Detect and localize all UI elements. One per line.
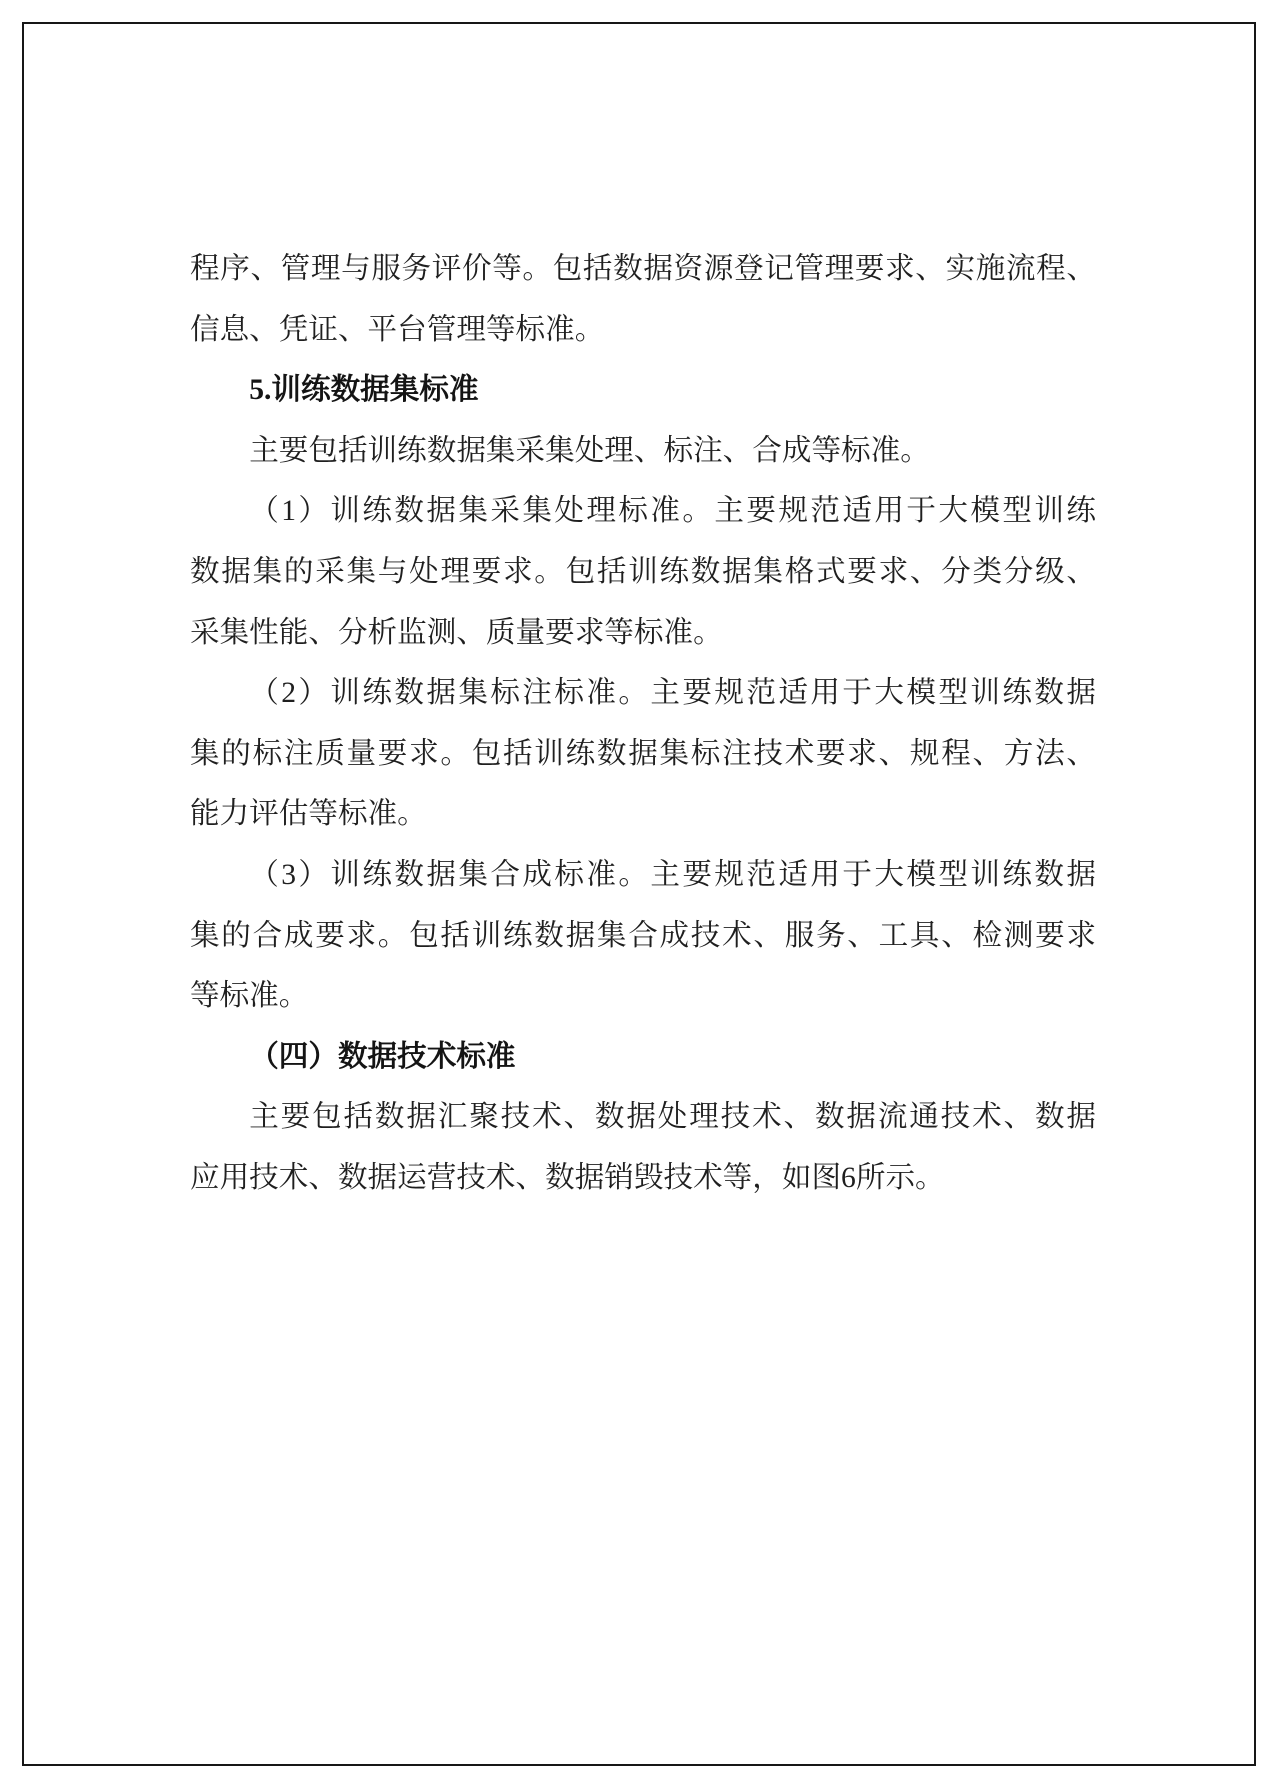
- paragraph-line: 集的合成要求。包括训练数据集合成技术、服务、工具、检测要求: [190, 919, 1096, 952]
- page-border: [22, 22, 1256, 1766]
- paragraph-line: 主要包括训练数据集采集处理、标注、合成等标准。: [249, 434, 930, 467]
- paragraph-line: 应用技术、数据运营技术、数据销毁技术等，如图6所示。: [190, 1161, 945, 1194]
- paragraph-line: 能力评估等标准。: [190, 798, 427, 831]
- paragraph-line: 信息、凭证、平台管理等标准。: [190, 313, 605, 346]
- heading-line: 5.训练数据集标准: [249, 374, 479, 407]
- heading-line: （四）数据技术标准: [249, 1040, 516, 1073]
- document-body: [190, 239, 1096, 1209]
- paragraph-line: 主要包括数据汇聚技术、数据处理技术、数据流通技术、数据: [249, 1101, 1096, 1134]
- paragraph-line: 数据集的采集与处理要求。包括训练数据集格式要求、分类分级、: [190, 555, 1096, 588]
- paragraph-line: （2）训练数据集标注标准。主要规范适用于大模型训练数据: [249, 677, 1096, 710]
- paragraph-line: （1）训练数据集采集处理标准。主要规范适用于大模型训练: [249, 495, 1096, 528]
- paragraph-line: 等标准。: [190, 980, 309, 1013]
- paragraph-line: 采集性能、分析监测、质量要求等标准。: [190, 616, 723, 649]
- paragraph-line: 集的标注质量要求。包括训练数据集标注技术要求、规程、方法、: [190, 737, 1096, 770]
- paragraph-line: （3）训练数据集合成标准。主要规范适用于大模型训练数据: [249, 858, 1096, 891]
- paragraph-line: 程序、管理与服务评价等。包括数据资源登记管理要求、实施流程、: [190, 253, 1096, 285]
